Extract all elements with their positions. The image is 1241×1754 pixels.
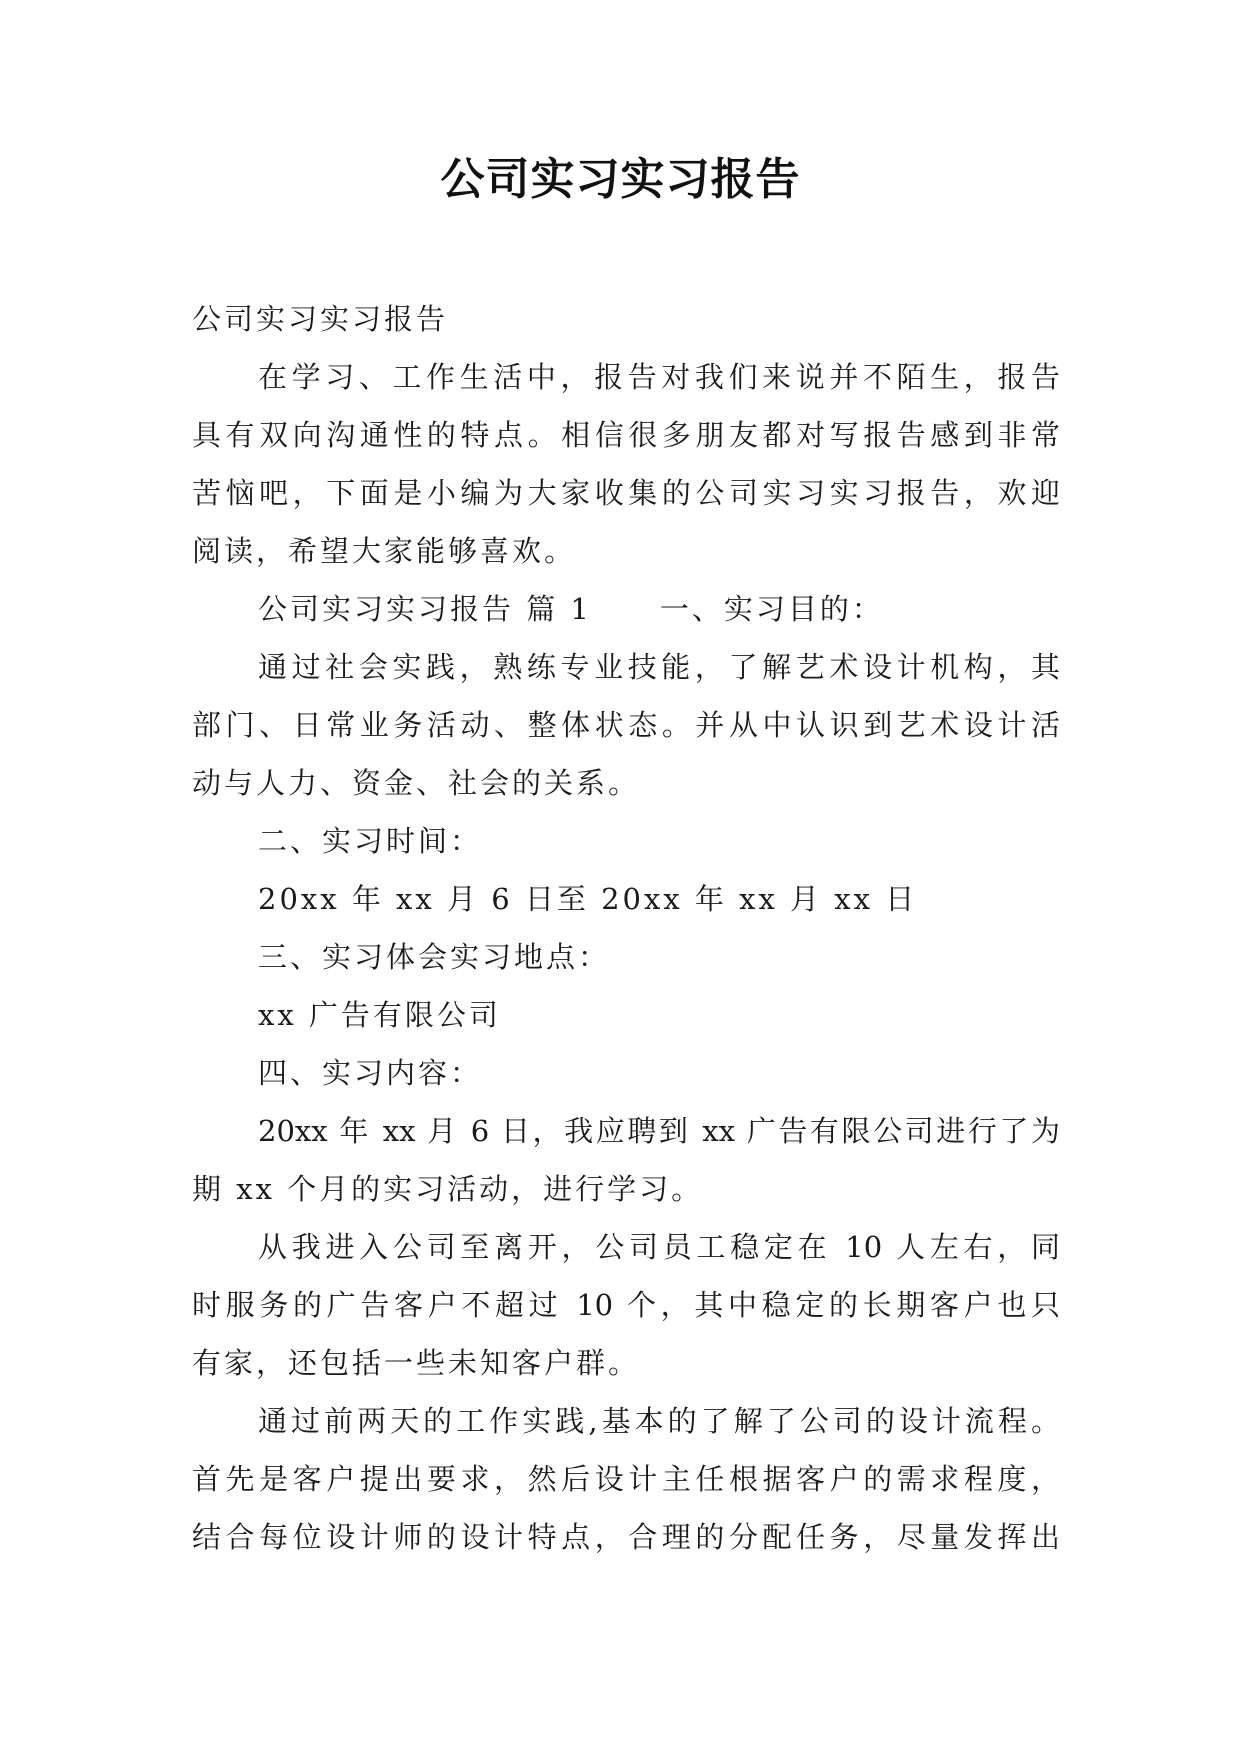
content-line: 20xx 年 xx 月 6 日，我应聘到 xx 广告有限公司进行了为 [258,1114,1060,1148]
content-line: 结合每位设计师的设计特点，合理的分配任务，尽量发挥出 [192,1520,1060,1554]
place-value: xx 广告有限公司 [258,998,501,1032]
document-title: 公司实习实习报告 [440,154,801,205]
intro-line: 具有双向沟通性的特点。相信很多朋友都对写报告感到非常 [192,418,1060,452]
section-heading-part-a: 公司实习实习报告 篇 1 [258,592,592,626]
intro-line: 苦恼吧，下面是小编为大家收集的公司实习实习报告，欢迎 [192,476,1060,510]
time-heading: 二、实习时间： [258,824,483,858]
section-heading-part-b: 一、实习目的： [659,592,884,626]
content-line: 有家，还包括一些未知客户群。 [192,1346,641,1380]
purpose-line: 通过社会实践，熟练专业技能，了解艺术设计机构，其 [258,650,1060,684]
content-line: 首先是客户提出要求，然后设计主任根据客户的需求程度， [192,1462,1060,1496]
time-value: 20xx 年 xx 月 6 日至 20xx 年 xx 月 xx 日 [258,882,918,916]
content-line: 通过前两天的工作实践,基本的了解了公司的设计流程。 [258,1404,1060,1438]
purpose-line: 动与人力、资金、社会的关系。 [192,766,641,800]
purpose-line: 部门、日常业务活动、整体状态。并从中认识到艺术设计活 [192,708,1060,742]
intro-line: 阅读，希望大家能够喜欢。 [192,534,577,568]
section-heading [192,580,1060,638]
content-line: 期 xx 个月的实习活动，进行学习。 [192,1172,704,1206]
content-line: 时服务的广告客户不超过 10 个，其中稳定的长期客户也只 [192,1288,1060,1322]
content-heading: 四、实习内容： [258,1056,483,1090]
content-line: 从我进入公司至离开，公司员工稳定在 10 人左右，同 [258,1230,1060,1264]
document-body [192,290,1060,1566]
subtitle: 公司实习实习报告 [192,302,449,336]
place-heading: 三、实习体会实习地点： [258,940,611,974]
intro-line: 在学习、工作生活中，报告对我们来说并不陌生，报告 [258,360,1060,394]
